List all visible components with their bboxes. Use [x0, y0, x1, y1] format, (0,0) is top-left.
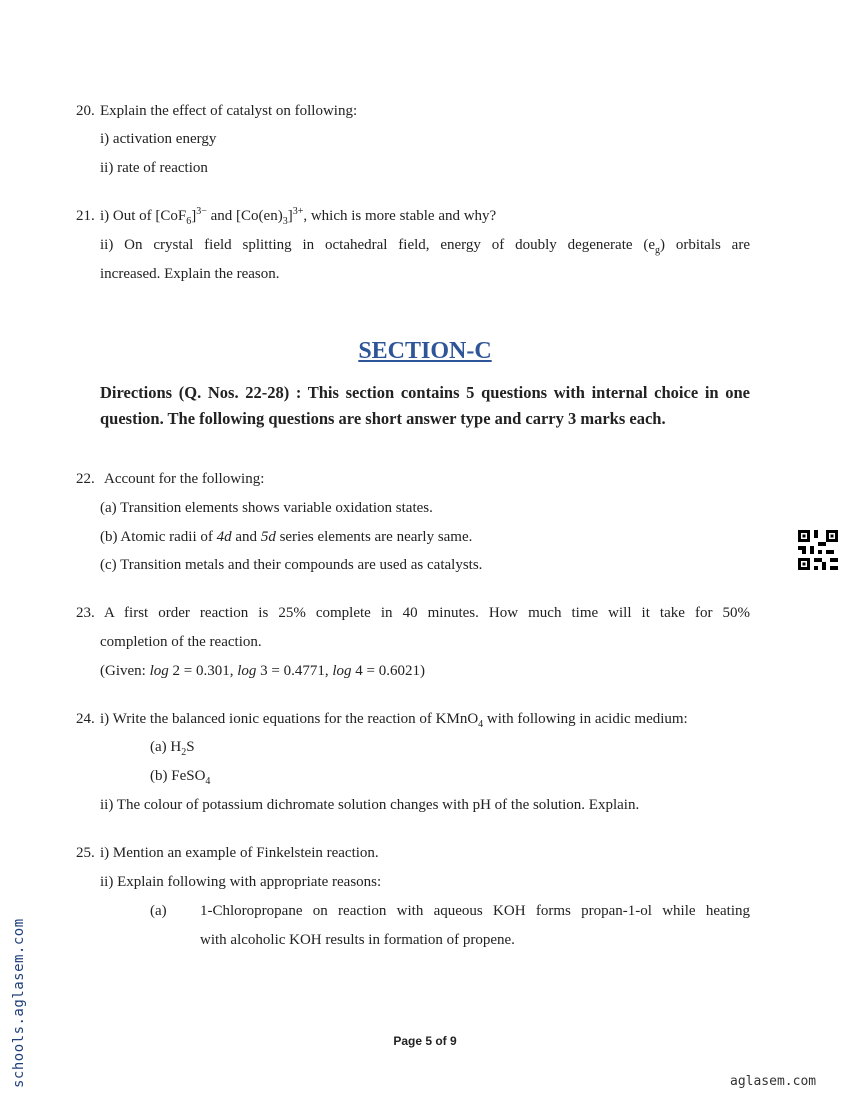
text: 4 = 0.6021) [351, 663, 425, 679]
subscript: 2 [181, 747, 187, 758]
subscript: 6 [186, 216, 192, 227]
question-number: 23. [76, 605, 95, 621]
sub-question: i) Mention an example of Finkelstein reaction. [100, 845, 379, 861]
given-values [100, 662, 425, 680]
text: 2 = 0.301, [168, 663, 238, 679]
section-heading: SECTION-C [358, 338, 492, 364]
question-text: A first order reaction is 25% complete in 40 minutes. How much time will it take for 50% [104, 605, 750, 621]
sub-question: ii) rate of reaction [100, 160, 208, 176]
text: (a) H [150, 739, 182, 755]
question-number: 21. [76, 208, 95, 224]
superscript: 3+ [292, 206, 304, 217]
text: i) Out of [CoF [100, 208, 187, 224]
question-number: 20. [76, 103, 95, 119]
text: (Given: [100, 663, 150, 679]
qr-code-icon [798, 530, 838, 570]
question-number: 22. [76, 471, 95, 487]
text: log [149, 663, 169, 679]
question-number: 25. [76, 845, 95, 861]
sub-question: (c) Transition metals and their compounds are used as catalysts. [100, 557, 483, 573]
sub-item [150, 767, 210, 785]
sub-question-continued: increased. Explain the reason. [100, 266, 280, 282]
watermark-left: schools.aglasem.com [11, 918, 27, 1088]
text: with following in acidic medium: [483, 711, 688, 727]
page-number: Page 5 of 9 [393, 1034, 457, 1048]
sub-question [100, 528, 472, 546]
question-text-continued: completion of the reaction. [100, 634, 262, 650]
subscript: 3 [282, 216, 288, 227]
text: series elements are nearly same. [275, 529, 473, 545]
sub-item-text-continued: with alcoholic KOH results in formation of propene. [200, 932, 515, 948]
text: 5d [260, 529, 276, 545]
question-number: 24. [76, 711, 95, 727]
text: and [Co(en) [206, 208, 283, 224]
sub-question: i) activation energy [100, 131, 217, 147]
subscript: g [655, 245, 661, 256]
text: and [231, 529, 261, 545]
section-directions: Directions (Q. Nos. 22-28) : This section contains 5 questions with internal choice in one question. The following questions are short answer type and carry 3 marks each. [100, 383, 750, 428]
text: log [332, 663, 352, 679]
text: ] [287, 208, 293, 224]
sub-item [150, 738, 195, 756]
text: ii) On crystal field splitting in octahedral field, energy of doubly degenerate (e [100, 237, 656, 253]
sub-question: (a) Transition elements shows variable oxidation states. [100, 500, 433, 516]
text: 3 = 0.4771, [256, 663, 333, 679]
text: , which is more stable and why? [303, 208, 497, 224]
sub-question [100, 236, 750, 254]
watermark-right: aglasem.com [730, 1074, 817, 1089]
text: i) Write the balanced ionic equations for the reaction of KMnO [100, 711, 479, 727]
sub-question: ii) The colour of potassium dichromate solution changes with pH of the solution. Explain. [100, 797, 640, 813]
superscript: 3− [196, 206, 207, 217]
sub-question: ii) Explain following with appropriate reasons: [100, 874, 382, 890]
text: (b) FeSO [150, 768, 206, 784]
text: ] [191, 208, 197, 224]
text: (b) Atomic radii of [100, 529, 217, 545]
text: 4d [216, 529, 232, 545]
text: ) orbitals are [660, 237, 750, 253]
sub-question [100, 207, 496, 225]
question-text: Account for the following: [104, 471, 265, 487]
text: S [186, 739, 195, 755]
sub-item-label: (a) [150, 903, 167, 919]
subscript: 4 [205, 776, 211, 787]
sub-question [100, 710, 688, 728]
subscript: 4 [478, 719, 484, 730]
text: log [237, 663, 257, 679]
question-text: Explain the effect of catalyst on following: [100, 103, 358, 119]
sub-item-text: 1-Chloropropane on reaction with aqueous KOH forms propan-1-ol while heating [200, 903, 750, 919]
